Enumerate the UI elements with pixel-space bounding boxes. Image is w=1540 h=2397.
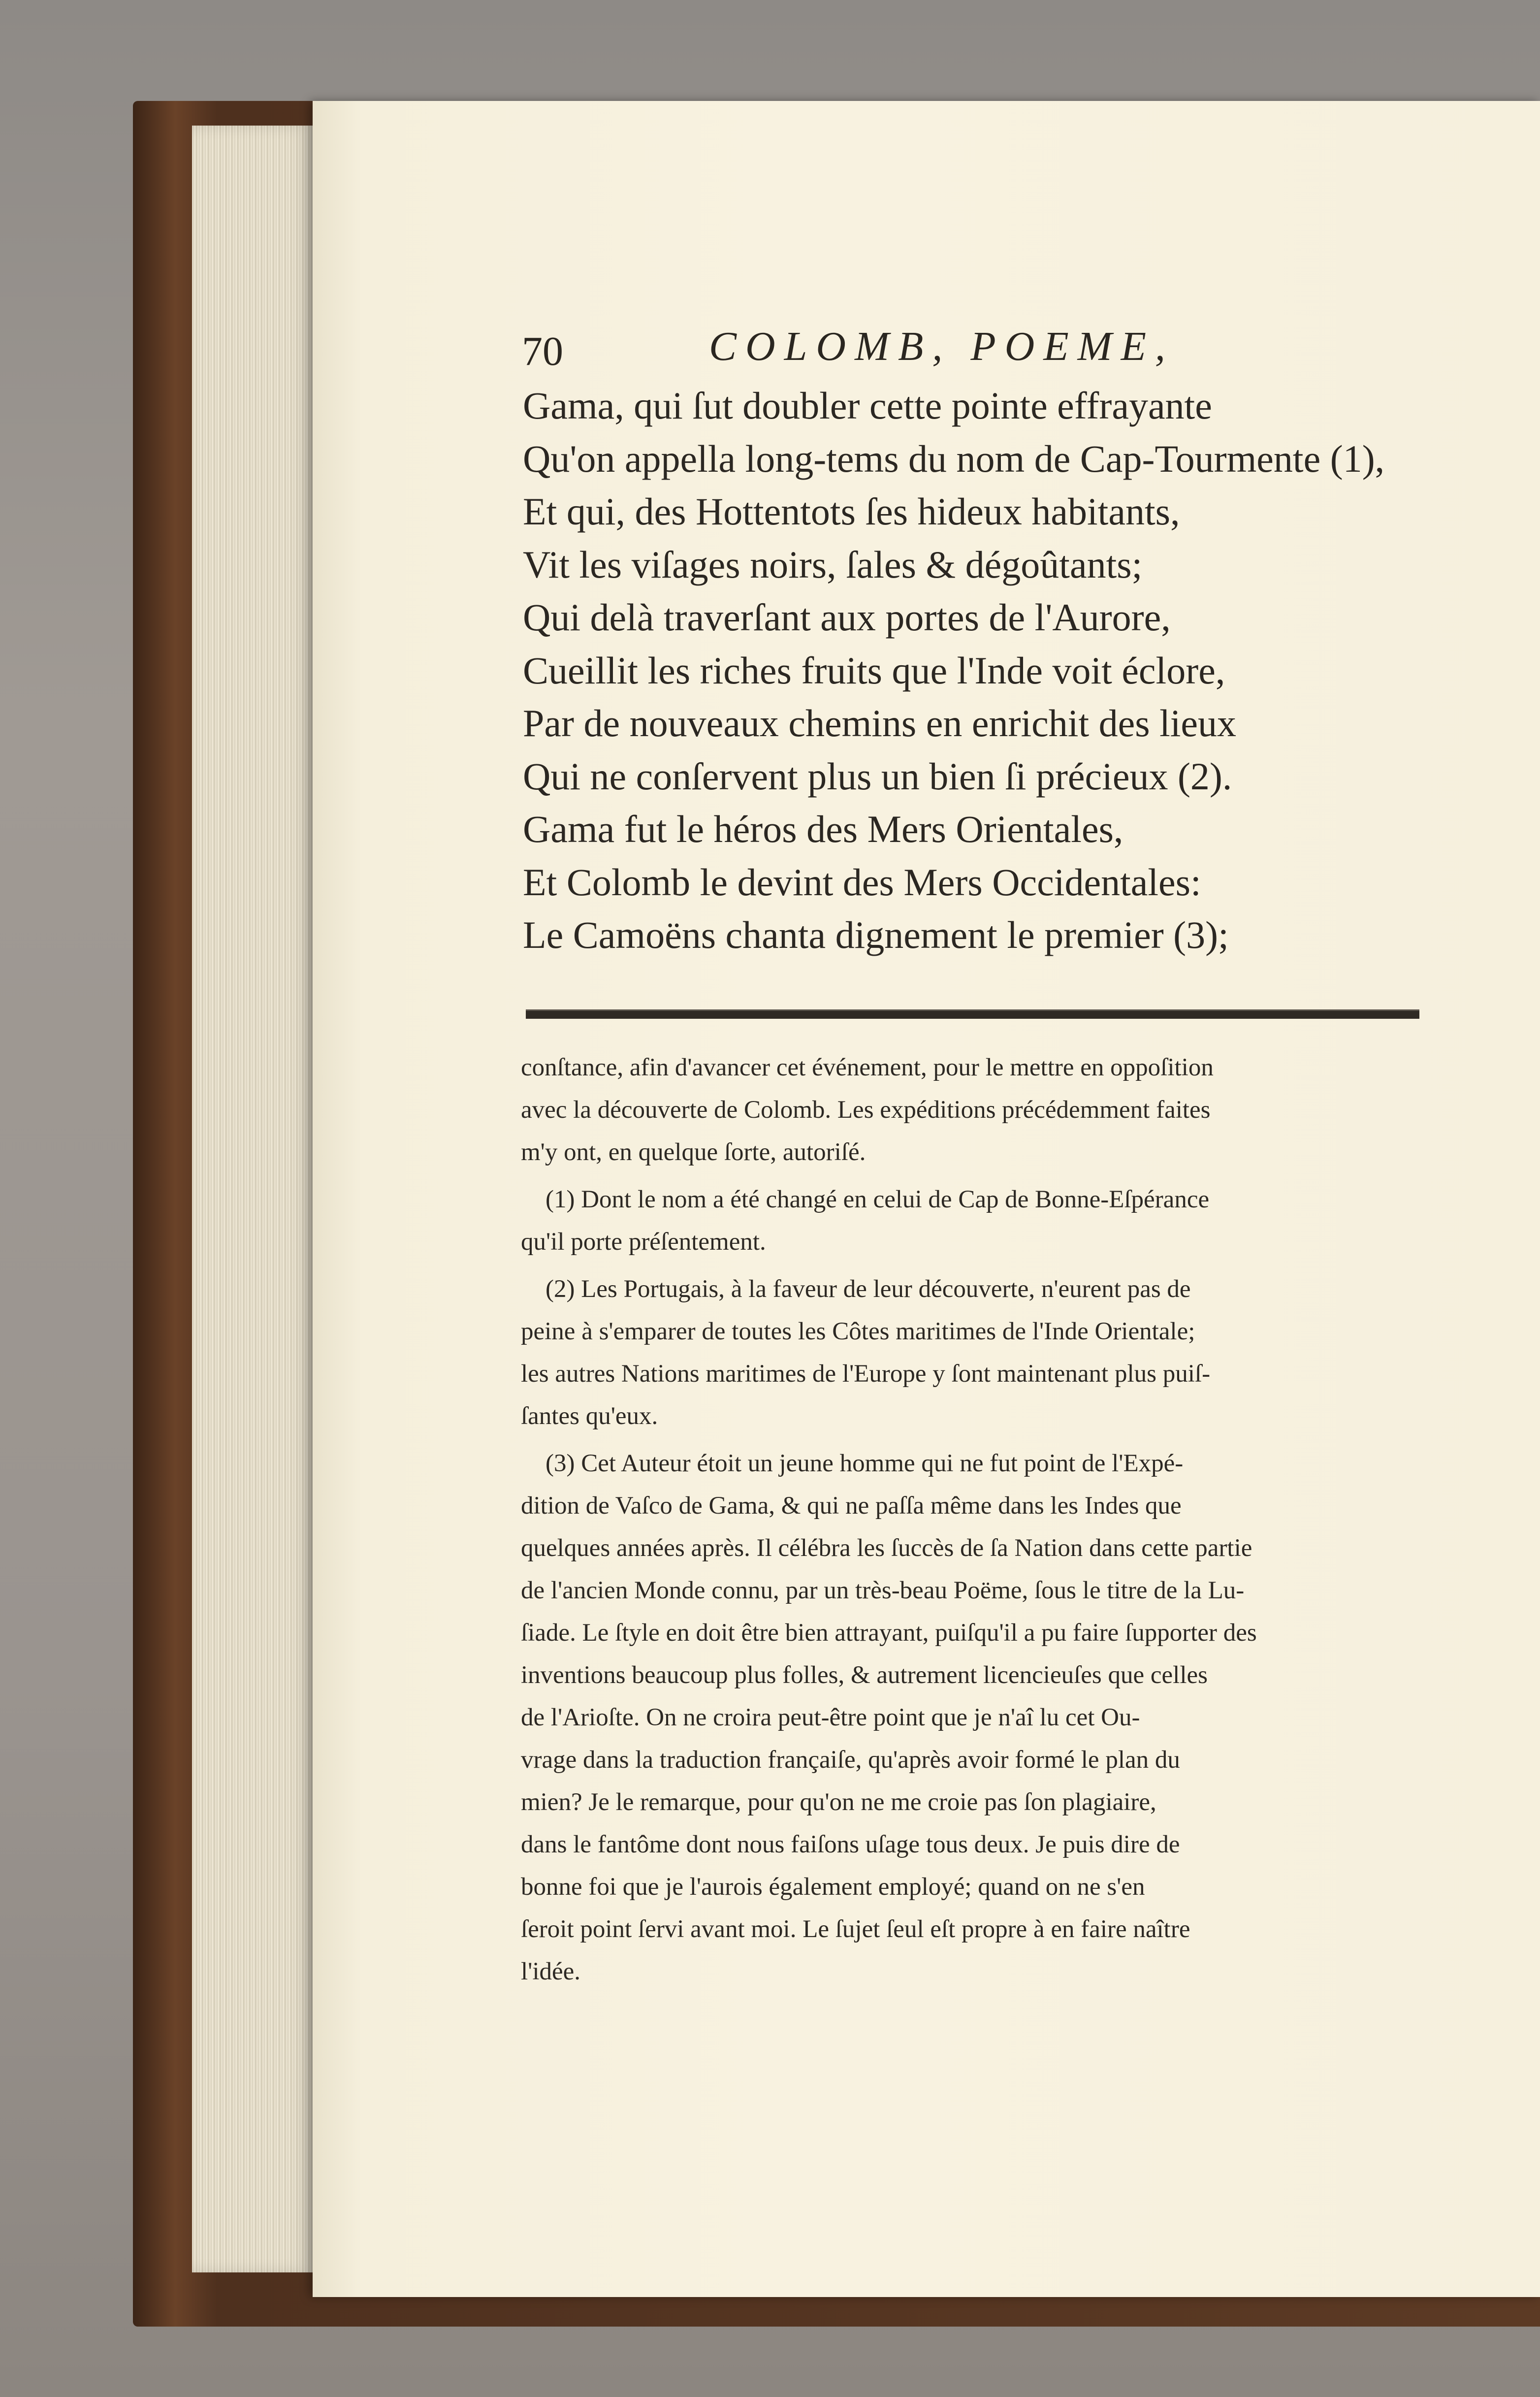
poem-line: Et Colomb le devint des Mers Occidentales:	[523, 860, 1201, 904]
poem-line: Qui delà traverſant aux portes de l'Aurore,	[523, 596, 1171, 639]
running-head	[522, 323, 1457, 382]
footnote-line: quelques années après. Il célébra les ſuccès de ſa Nation dans cette partie	[521, 1534, 1252, 1562]
footnote-line: de l'Arioſte. On ne croira peut-être point que je n'aî lu cet Ou-	[521, 1704, 1140, 1731]
footnote-line: l'idée.	[521, 1958, 581, 1985]
footnote-line: dans le fantôme dont nous faiſons uſage tous deux. Je puis dire de	[521, 1831, 1180, 1858]
footnote-line: vrage dans la traduction françaiſe, qu'après avoir formé le plan du	[521, 1746, 1180, 1774]
poem-line: Qui ne conſervent plus un bien ſi précieux (2).	[523, 754, 1232, 798]
footnote-line: (1) Dont le nom a été changé en celui de Cap de Bonne-Eſpérance	[545, 1186, 1210, 1213]
poem-text	[523, 379, 1458, 962]
footnotes	[521, 1046, 1432, 1993]
footnote-line: conſtance, afin d'avancer cet événement, pour le mettre en oppoſition	[521, 1054, 1214, 1081]
footnote-line: les autres Nations maritimes de l'Europe y ſont maintenant plus puiſ-	[521, 1360, 1211, 1388]
footnote-line: de l'ancien Monde connu, par un très-beau Poëme, ſous le titre de la Lu-	[521, 1577, 1245, 1604]
footnote-line: peine à s'emparer de toutes les Côtes maritimes de l'Inde Orientale;	[521, 1318, 1195, 1345]
poem-line: Vit les viſages noirs, ſales & dégoûtants;	[523, 543, 1143, 586]
footnote-line: ſantes qu'eux.	[521, 1402, 658, 1430]
page-number: 70	[522, 328, 563, 374]
footnote-line: (3) Cet Auteur étoit un jeune homme qui ne fut point de l'Expé-	[545, 1450, 1184, 1477]
poem-line: Gama, qui ſut doubler cette pointe effrayante	[523, 384, 1212, 427]
footnote-line: inventions beaucoup plus folles, & autrement licencieuſes que celles	[521, 1661, 1208, 1689]
footnote-rule	[526, 1009, 1419, 1019]
poem-line: Cueillit les riches fruits que l'Inde voit éclore,	[523, 648, 1225, 692]
running-title: COLOMB, POEME,	[709, 324, 1174, 369]
footnote-line: mien? Je le remarque, pour qu'on ne me croie pas ſon plagiaire,	[521, 1788, 1156, 1816]
footnote-line: (2) Les Portugais, à la faveur de leur découverte, n'eurent pas de	[545, 1275, 1191, 1303]
poem-line: Gama fut le héros des Mers Orientales,	[523, 808, 1123, 850]
poem-line: Et qui, des Hottentots ſes hideux habitants,	[523, 490, 1180, 533]
poem-line: Qu'on appella long-tems du nom de Cap-Tourmente (1),	[523, 437, 1385, 480]
footnote-line: ſeroit point ſervi avant moi. Le ſujet ſeul eſt propre à en faire naître	[521, 1915, 1190, 1943]
footnote-line: avec la découverte de Colomb. Les expéditions précédemment faites	[521, 1096, 1211, 1124]
footnote-gap	[521, 1263, 1432, 1268]
poem-line: Le Camoëns chanta dignement le premier (3);	[523, 913, 1229, 956]
footnote-line: qu'il porte préſentement.	[521, 1228, 766, 1256]
poem-line: Par de nouveaux chemins en enrichit des lieux	[523, 702, 1237, 745]
footnote-gap	[521, 1437, 1432, 1442]
page-edges	[192, 126, 313, 2272]
footnote-line: m'y ont, en quelque ſorte, autoriſé.	[521, 1138, 866, 1166]
footnote-line: ſiade. Le ſtyle en doit être bien attrayant, puiſqu'il a pu faire ſupporter des	[521, 1619, 1257, 1647]
footnote-line: bonne foi que je l'aurois également employé; quand on ne s'en	[521, 1873, 1145, 1901]
footnote-line: dition de Vaſco de Gama, & qui ne paſſa même dans les Indes que	[521, 1492, 1182, 1520]
footnote-gap	[521, 1173, 1432, 1178]
